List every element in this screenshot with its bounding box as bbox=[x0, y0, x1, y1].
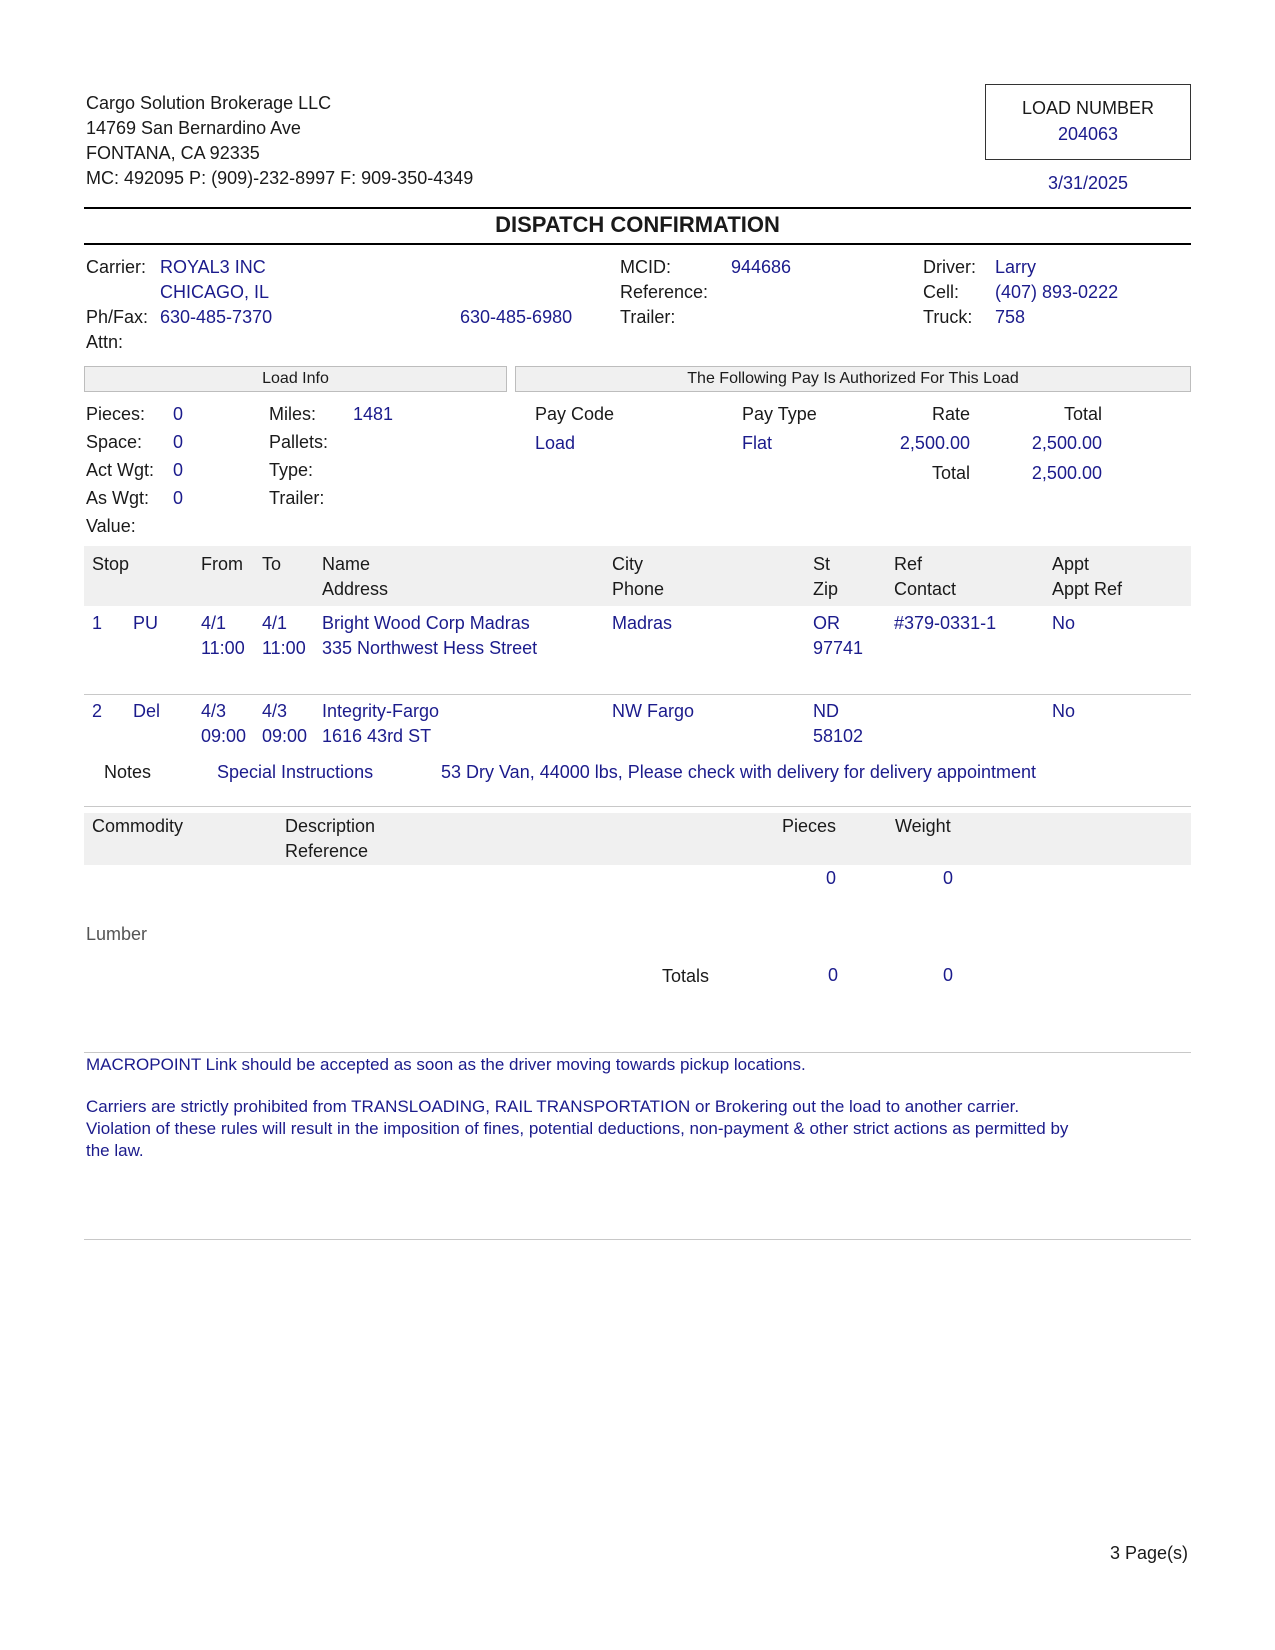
grand-total-label: Total bbox=[931, 463, 970, 483]
load-trailer-label: Trailer: bbox=[269, 488, 325, 508]
stop-to-time: 09:00 bbox=[262, 726, 308, 746]
pay-code-header: Pay Code bbox=[535, 404, 615, 424]
col-stop: Stop bbox=[92, 554, 130, 574]
stop-zip: 58102 bbox=[813, 726, 864, 746]
grand-total-value: 2,500.00 bbox=[1031, 463, 1102, 483]
trailer-label: Trailer: bbox=[620, 307, 676, 327]
footer-top-divider bbox=[84, 1052, 1191, 1053]
pieces-value: 0 bbox=[173, 404, 184, 424]
driver-name: Larry bbox=[995, 257, 1037, 277]
company-city-state: FONTANA, CA 92335 bbox=[86, 143, 260, 163]
mcid-value: 944686 bbox=[731, 257, 792, 277]
title-top-rule bbox=[84, 207, 1191, 209]
stop-address: 335 Northwest Hess Street bbox=[322, 638, 538, 658]
pieces-label: Pieces: bbox=[86, 404, 146, 424]
stop-name: Bright Wood Corp Madras bbox=[322, 613, 530, 633]
totals-weight: 0 bbox=[943, 965, 954, 985]
load-number-box bbox=[985, 84, 1191, 160]
carrier-phone: 630-485-7370 bbox=[160, 307, 273, 327]
act-wgt-label: Act Wgt: bbox=[86, 460, 155, 480]
load-date: 3/31/2025 bbox=[1047, 173, 1129, 193]
pay-type-header: Pay Type bbox=[742, 404, 817, 424]
reference-label: Reference: bbox=[620, 282, 709, 302]
act-wgt-value: 0 bbox=[173, 460, 184, 480]
type-label: Type: bbox=[269, 460, 314, 480]
col-st: St bbox=[813, 554, 831, 574]
total-header: Total bbox=[1063, 404, 1102, 424]
col-name: Name bbox=[322, 554, 371, 574]
col-pieces: Pieces bbox=[781, 816, 836, 836]
cell-value: (407) 893-0222 bbox=[995, 282, 1119, 302]
stop-type: Del bbox=[133, 701, 161, 721]
stop-state: OR bbox=[813, 613, 840, 633]
stop-to-time: 11:00 bbox=[262, 638, 306, 658]
pay-type-value: Flat bbox=[742, 433, 773, 453]
as-wgt-value: 0 bbox=[173, 488, 184, 508]
notes-text: 53 Dry Van, 44000 lbs, Please check with delivery for delivery appointment bbox=[441, 762, 1036, 782]
commodity-pieces: 0 bbox=[825, 868, 836, 888]
stop-name: Integrity-Fargo bbox=[322, 701, 440, 721]
col-ref: Ref bbox=[894, 554, 923, 574]
carrier-fax: 630-485-6980 bbox=[460, 307, 573, 327]
notes-label: Notes bbox=[104, 762, 152, 782]
totals-label: Totals bbox=[662, 966, 710, 986]
violation-note-end: the law. bbox=[86, 1141, 144, 1160]
stop-from-time: 09:00 bbox=[201, 726, 247, 746]
space-label: Space: bbox=[86, 432, 143, 452]
pay-code-value: Load bbox=[535, 433, 576, 453]
commodity-header-band bbox=[84, 813, 1191, 865]
col-commodity: Commodity bbox=[92, 816, 184, 836]
stop-number: 2 bbox=[92, 701, 103, 721]
value-label: Value: bbox=[86, 516, 136, 536]
totals-pieces: 0 bbox=[827, 965, 838, 985]
col-to: To bbox=[262, 554, 282, 574]
stop-type: PU bbox=[133, 613, 159, 633]
phfax-label: Ph/Fax: bbox=[86, 307, 149, 327]
page-title: DISPATCH CONFIRMATION bbox=[495, 212, 780, 237]
pay-header: The Following Pay Is Authorized For This Load bbox=[515, 366, 1191, 392]
stop-from-date: 4/1 bbox=[201, 613, 227, 633]
stop-divider bbox=[84, 694, 1191, 695]
stop-address: 1616 43rd ST bbox=[322, 726, 432, 746]
commodity-name: Lumber bbox=[86, 924, 148, 944]
pallets-label: Pallets: bbox=[269, 432, 329, 452]
company-address: 14769 San Bernardino Ave bbox=[86, 118, 301, 138]
truck-value: 758 bbox=[995, 307, 1026, 327]
col-reference: Reference bbox=[285, 841, 369, 861]
notes-divider bbox=[84, 806, 1191, 807]
miles-value: 1481 bbox=[353, 404, 394, 424]
cell-label: Cell: bbox=[923, 282, 960, 302]
page-count: 3 Page(s) bbox=[1109, 1543, 1188, 1563]
load-number: 204063 bbox=[1057, 124, 1119, 144]
carrier-name: ROYAL3 INC bbox=[160, 257, 266, 277]
company-contact-line: MC: 492095 P: (909)-232-8997 F: 909-350-4349 bbox=[86, 168, 474, 188]
col-from: From bbox=[201, 554, 243, 574]
notes-type: Special Instructions bbox=[217, 762, 374, 782]
commodity-weight: 0 bbox=[943, 868, 954, 888]
load-info-header: Load Info bbox=[84, 366, 507, 392]
as-wgt-label: As Wgt: bbox=[86, 488, 150, 508]
company-name: Cargo Solution Brokerage LLC bbox=[86, 93, 332, 113]
rate-value: 2,500.00 bbox=[899, 433, 970, 453]
stop-to-date: 4/3 bbox=[262, 701, 288, 721]
total-value: 2,500.00 bbox=[1031, 433, 1102, 453]
stop-number: 1 bbox=[92, 613, 103, 633]
footer-bottom-divider bbox=[84, 1239, 1191, 1240]
attn-label: Attn: bbox=[86, 332, 124, 352]
mcid-label: MCID: bbox=[620, 257, 671, 277]
col-contact: Contact bbox=[894, 579, 957, 599]
carrier-label: Carrier: bbox=[86, 257, 147, 277]
space-value: 0 bbox=[173, 432, 184, 452]
miles-label: Miles: bbox=[269, 404, 317, 424]
col-phone: Phone bbox=[612, 579, 665, 599]
stop-zip: 97741 bbox=[813, 638, 864, 658]
stop-city: Madras bbox=[612, 613, 673, 633]
stop-appt: No bbox=[1052, 701, 1076, 721]
title-bottom-rule bbox=[84, 243, 1191, 245]
carrier-city: CHICAGO, IL bbox=[160, 282, 270, 302]
driver-label: Driver: bbox=[923, 257, 976, 277]
col-weight: Weight bbox=[895, 816, 951, 836]
stop-state: ND bbox=[813, 701, 839, 721]
col-appt: Appt bbox=[1052, 554, 1090, 574]
col-address: Address bbox=[322, 579, 389, 599]
stop-from-date: 4/3 bbox=[201, 701, 227, 721]
macropoint-note: MACROPOINT Link should be accepted as soon as the driver moving towards pickup locations. bbox=[86, 1055, 806, 1074]
stop-to-date: 4/1 bbox=[262, 613, 288, 633]
stop-ref: #379-0331-1 bbox=[894, 613, 997, 633]
load-number-label: LOAD NUMBER bbox=[1021, 98, 1155, 118]
col-description: Description bbox=[285, 816, 376, 836]
violation-note: Violation of these rules will result in the imposition of fines, potential deductions, non-payment & other strict actions as permitted by bbox=[86, 1119, 1069, 1138]
prohibition-note: Carriers are strictly prohibited from TRANSLOADING, RAIL TRANSPORTATION or Brokering out the load to another carrier. bbox=[86, 1097, 1020, 1116]
rate-header: Rate bbox=[931, 404, 970, 424]
stop-from-time: 11:00 bbox=[201, 638, 245, 658]
stop-city: NW Fargo bbox=[612, 701, 695, 721]
truck-label: Truck: bbox=[923, 307, 973, 327]
col-city: City bbox=[612, 554, 643, 574]
col-zip: Zip bbox=[813, 579, 839, 599]
col-appt-ref: Appt Ref bbox=[1052, 579, 1123, 599]
stop-appt: No bbox=[1052, 613, 1076, 633]
